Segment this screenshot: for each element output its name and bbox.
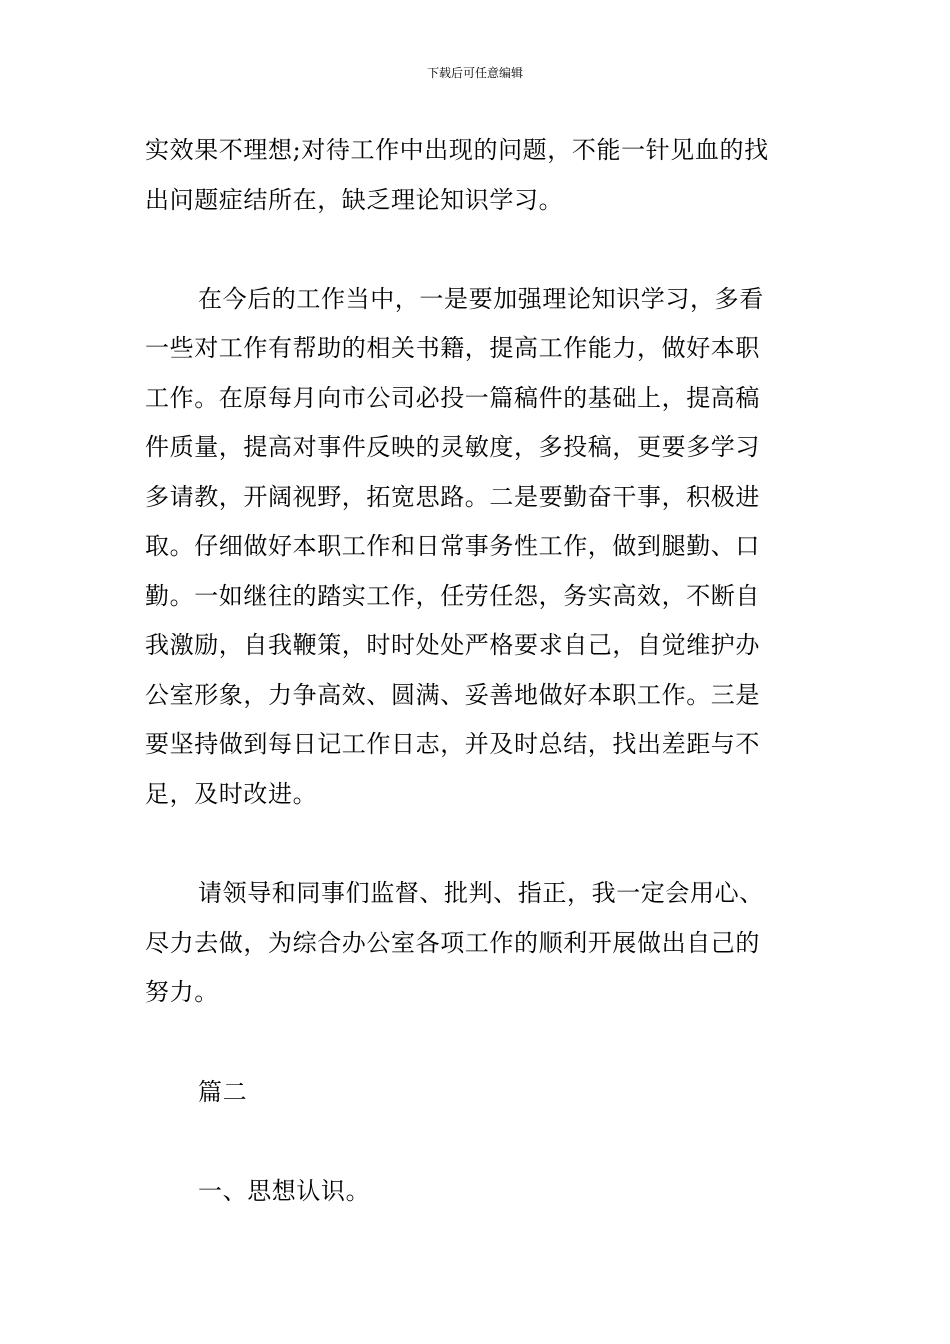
paragraph-line: 公室形象，力争高效、圆满、妥善地做好本职工作。三是: [145, 681, 760, 709]
paragraph-line: 要坚持做到每日记工作日志，并及时总结，找出差距与不: [145, 730, 760, 758]
paragraph-line: 一些对工作有帮助的相关书籍，提高工作能力，做好本职: [145, 334, 760, 362]
section-heading: 篇二: [198, 1078, 248, 1106]
paragraph-line: 多请教，开阔视野，拓宽思路。二是要勤奋干事，积极进: [145, 483, 760, 511]
paragraph-line: 工作。在原每月向市公司必投一篇稿件的基础上，提高稿: [145, 384, 760, 412]
subsection-heading: 一、思想认识。: [198, 1177, 371, 1205]
paragraph-line: 勤。一如继往的踏实工作，任劳任怨，务实高效，不断自: [145, 582, 760, 610]
paragraph-line: 取。仔细做好本职工作和日常事务性工作，做到腿勤、口: [145, 532, 760, 560]
page-header: 下载后可任意编辑: [426, 66, 523, 80]
paragraph-line: 我激励，自我鞭策，时时处处严格要求自己，自觉维护办: [145, 631, 760, 659]
paragraph-line: 实效果不理想;对待工作中出现的问题，不能一针见血的找: [145, 136, 769, 164]
paragraph-line: 努力。: [145, 978, 219, 1006]
paragraph-line: 出问题症结所在，缺乏理论知识学习。: [145, 186, 564, 214]
paragraph-line: 件质量，提高对事件反映的灵敏度，多投稿，更要多学习: [145, 433, 760, 461]
paragraph-line: 在今后的工作当中，一是要加强理论知识学习，多看: [198, 285, 764, 313]
paragraph-line: 尽力去做，为综合办公室各项工作的顺利开展做出自己的: [145, 929, 760, 957]
paragraph-line: 请领导和同事们监督、批判、指正，我一定会用心、: [198, 879, 764, 907]
paragraph-line: 足，及时改进。: [145, 780, 318, 808]
